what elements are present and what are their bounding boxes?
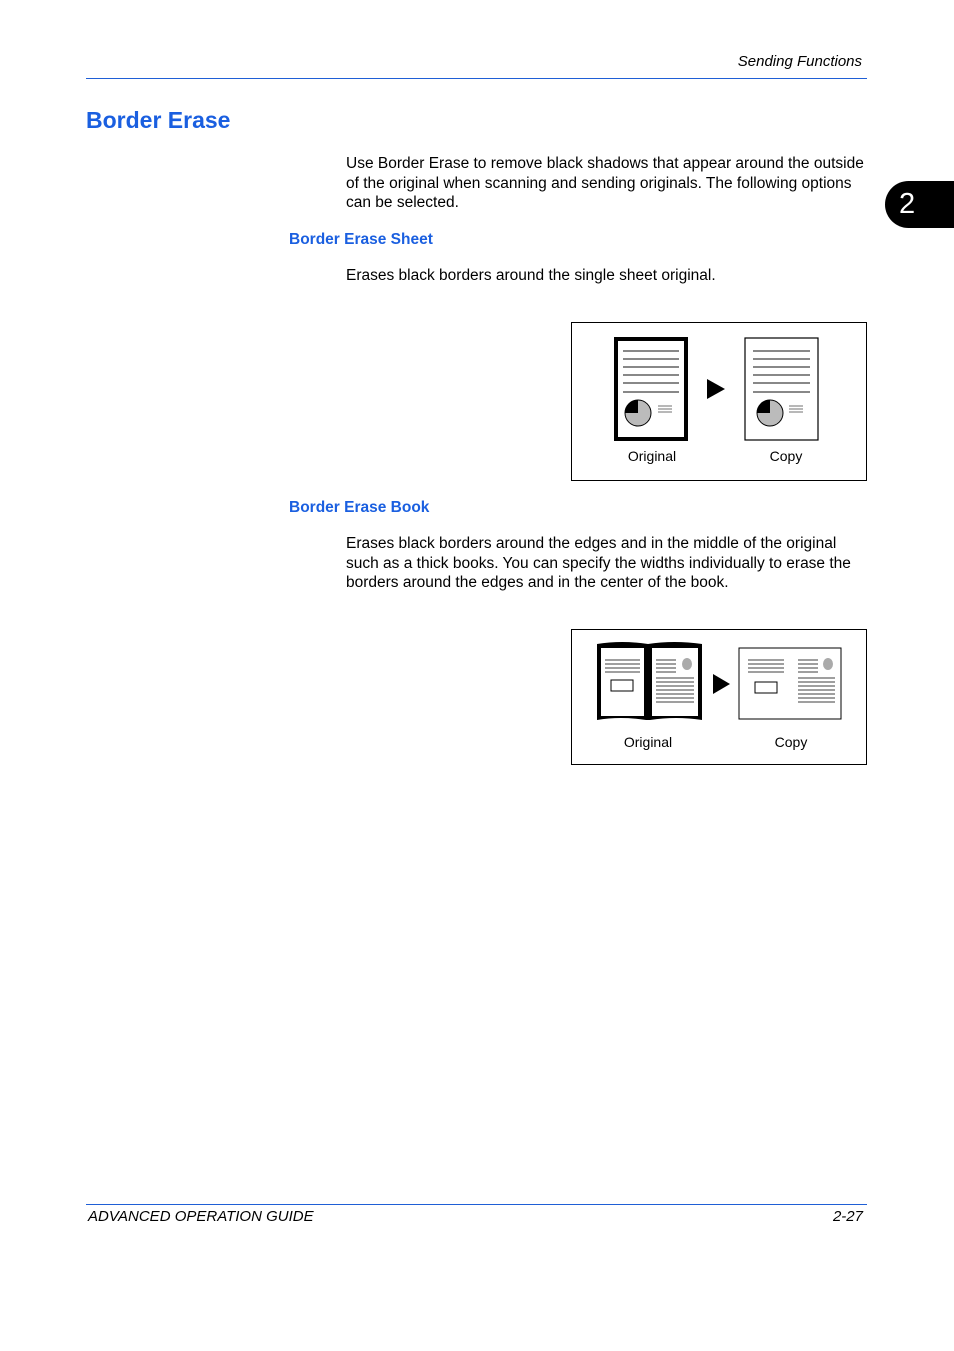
copy-sheet [745,338,818,440]
header-rule [86,78,867,79]
sheet-description: Erases black borders around the single sheet original. [346,267,716,284]
chapter-tab: 2 [885,181,954,228]
arrow-right-icon [707,379,725,399]
book-original-label: Original [623,734,673,750]
book-description: Erases black borders around the edges and in the middle of the original such as a thick books. You can specify the widths individually to erase the borders around the edges and in the center of the book. [346,535,851,591]
running-header: Sending Functions [737,53,862,70]
book-copy-label: Copy [774,734,808,750]
arrow-right-icon-2 [713,674,730,694]
sheet-copy-label: Copy [769,448,803,464]
sheet-figure [571,322,867,481]
intro-paragraph: Use Border Erase to remove black shadows that appear around the outside of the original when scanning and sending originals. The following options can be selected. [346,155,864,211]
subheading-border-erase-book: Border Erase Book [289,499,430,516]
footer-guide-title: ADVANCED OPERATION GUIDE [88,1208,314,1225]
copy-book [739,648,841,719]
footer-rule [86,1204,867,1205]
page-title: Border Erase [86,107,231,133]
subheading-border-erase-sheet: Border Erase Sheet [289,231,433,248]
footer-page-number: 2-27 [832,1208,863,1225]
sheet-original-label: Original [627,448,677,464]
book-figure [571,629,867,765]
